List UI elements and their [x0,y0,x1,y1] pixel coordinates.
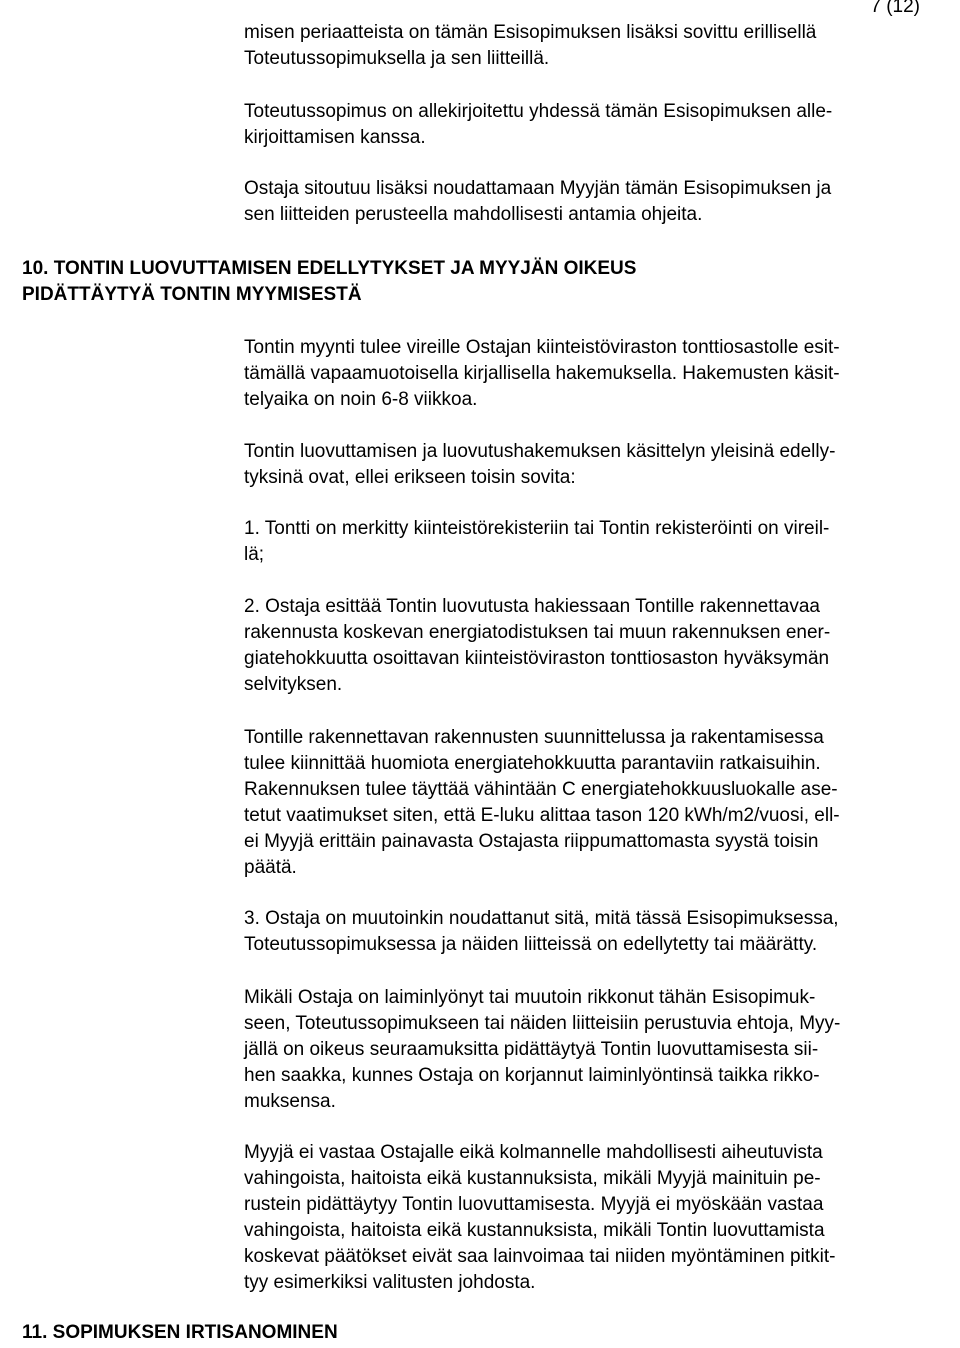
text-line: ei Myyjä erittäin painavasta Ostajasta riippumattomasta syystä toisin [244,831,819,852]
section-10-paragraph-2 [244,439,944,491]
section-10-paragraph-1 [244,335,944,413]
section-10-paragraph-3 [244,725,944,881]
text-line: tämällä vapaamuotoisella kirjallisella hakemuksella. Hakemusten käsit- [244,363,840,384]
text-line: kirjoittamisen kanssa. [244,127,426,148]
page-number: 7 (12) [870,0,920,17]
text-line: sen liitteiden perusteella mahdollisesti antamia ohjeita. [244,204,703,225]
text-line: telyaika on noin 6-8 viikkoa. [244,389,478,410]
text-line: 2. Ostaja esittää Tontin luovutusta hakiessaan Tontille rakennettavaa [244,596,821,617]
text-line: Ostaja sitoutuu lisäksi noudattamaan Myyjän tämän Esisopimuksen ja [244,178,832,199]
text-line: hen saakka, kunnes Ostaja on korjannut laiminlyöntinsä taikka rikko- [244,1065,820,1086]
text-line: 3. Ostaja on muutoinkin noudattanut sitä, mitä tässä Esisopimuksessa, [244,908,839,929]
text-line: Toteutussopimuksella ja sen liitteillä. [244,48,550,69]
text-line: vahingoista, haitoista eikä kustannuksista, mikäli Myyjä mainituin pe- [244,1168,821,1189]
text-line: jällä on oikeus seuraamuksitta pidättäytyä Tontin luovuttamisesta sii- [244,1039,819,1060]
condition-item-2 [244,594,944,698]
text-line: Tontille rakennettavan rakennusten suunnittelussa ja rakentamisessa [244,727,824,748]
intro-paragraph-3 [244,176,944,228]
text-line: 1. Tontti on merkitty kiinteistörekisteriin tai Tontin rekisteröinti on vireil- [244,518,830,539]
text-line: selvityksen. [244,674,343,695]
text-line: päätä. [244,857,297,878]
text-line: koskevat päätökset eivät saa lainvoimaa tai niiden myöntäminen pitkit- [244,1246,836,1267]
intro-paragraph-1 [244,20,944,72]
heading-line: PIDÄTTÄYTYÄ TONTIN MYYMISESTÄ [22,284,362,305]
text-line: lä; [244,544,265,565]
section-11-heading [22,1320,922,1346]
condition-item-1 [244,516,944,568]
text-line: tyksinä ovat, ellei erikseen toisin sovita: [244,467,576,488]
text-line: giatehokkuutta osoittavan kiinteistöviraston tonttiosaston hyväksymän [244,648,830,669]
text-line: Toteutussopimus on allekirjoitettu yhdessä tämän Esisopimuksen alle- [244,101,833,122]
text-line: Myyjä ei vastaa Ostajalle eikä kolmannelle mahdollisesti aiheutuvista [244,1142,823,1163]
text-line: vahingoista, haitoista eikä kustannuksista, mikäli Tontin luovuttamista [244,1220,825,1241]
condition-item-3 [244,906,944,958]
text-line: tetut vaatimukset siten, että E-luku alittaa tason 120 kWh/m2/vuosi, ell- [244,805,840,826]
text-line: Toteutussopimuksessa ja näiden liitteissä on edellytetty tai määrätty. [244,934,818,955]
text-line: Tontin myynti tulee vireille Ostajan kiinteistöviraston tonttiosastolle esit- [244,337,840,358]
text-line: misen periaatteista on tämän Esisopimuksen lisäksi sovittu erillisellä [244,22,817,43]
text-line: seen, Toteutussopimukseen tai näiden liitteisiin perustuvia ehtoja, Myy- [244,1013,841,1034]
text-line: Rakennuksen tulee täyttää vähintään C energiatehokkuusluokalle ase- [244,779,838,800]
heading-line: 10. TONTIN LUOVUTTAMISEN EDELLYTYKSET JA MYYJÄN OIKEUS [22,258,637,279]
intro-paragraph-2 [244,99,944,151]
text-line: rakennusta koskevan energiatodistuksen tai muun rakennuksen ener- [244,622,831,643]
text-line: Tontin luovuttamisen ja luovutushakemuksen käsittelyn yleisinä edelly- [244,441,836,462]
text-line: rustein pidättäytyy Tontin luovuttamisesta. Myyjä ei myöskään vastaa [244,1194,824,1215]
section-10-paragraph-4 [244,985,944,1115]
section-10-heading [22,256,922,308]
section-10-paragraph-5 [244,1140,944,1296]
text-line: tulee kiinnittää huomiota energiatehokkuutta parantaviin ratkaisuihin. [244,753,821,774]
text-line: Mikäli Ostaja on laiminlyönyt tai muutoin rikkonut tähän Esisopimuk- [244,987,816,1008]
heading-line: 11. SOPIMUKSEN IRTISANOMINEN [22,1322,338,1343]
text-line: muksensa. [244,1091,336,1112]
text-line: tyy esimerkiksi valitusten johdosta. [244,1272,536,1293]
